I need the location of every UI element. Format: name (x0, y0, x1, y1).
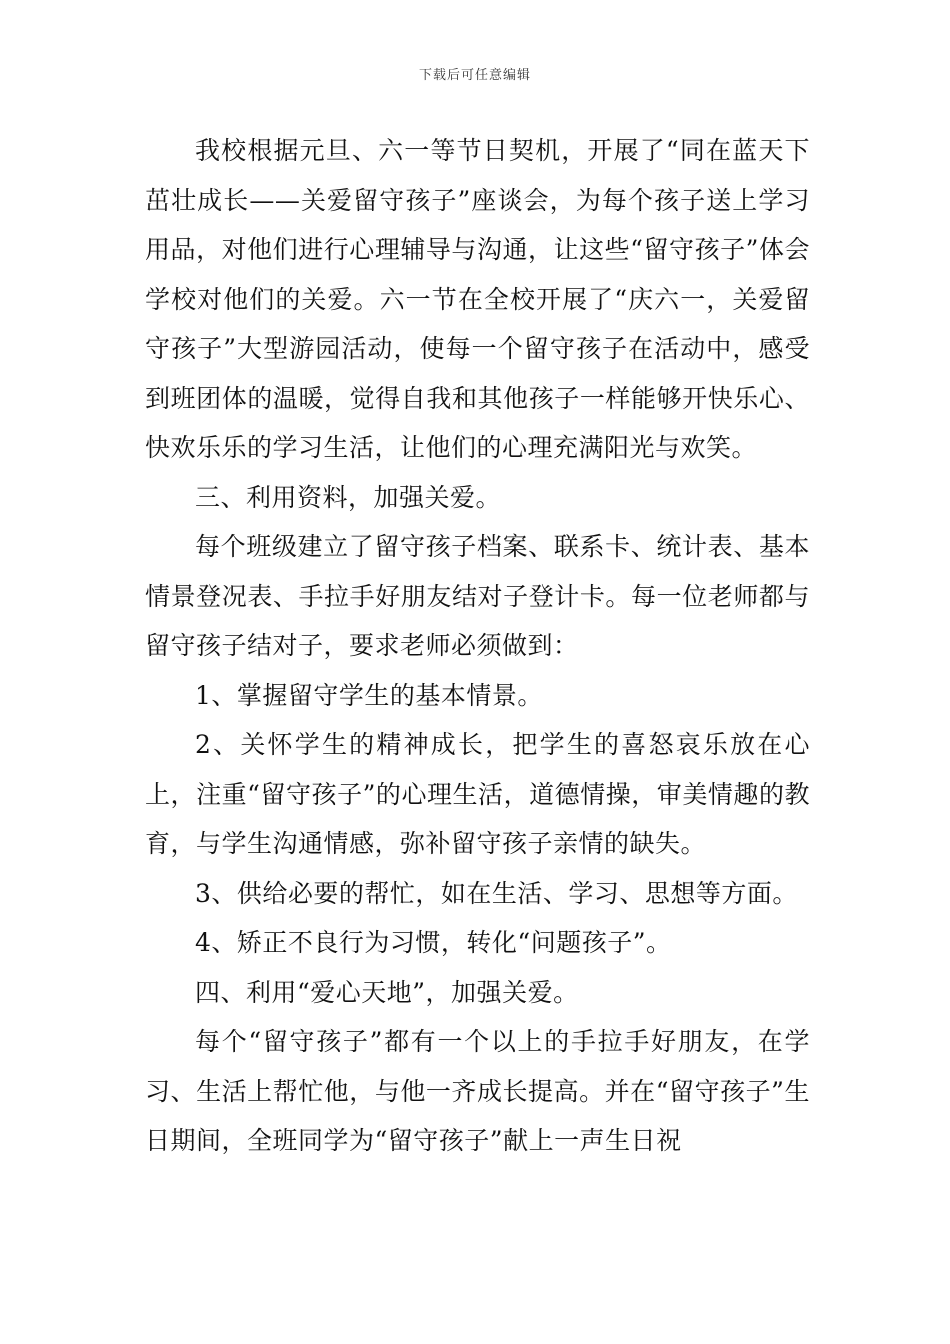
paragraph-class-records: 每个班级建立了留守孩子档案、联系卡、统计表、基本情景登况表、手拉手好朋友结对子登计卡。每一位老师都与留守孩子结对子，要求老师必须做到： (145, 532, 810, 660)
paragraph-friends: 每个“留守孩子”都有一个以上的手拉手好朋友，在学习、生活上帮忙他，与他一齐成长提高。并在“留守孩子”生日期间，全班同学为“留守孩子”献上一声生日祝 (145, 1027, 810, 1155)
page-header: 下载后可任意编辑 (418, 68, 531, 83)
section-heading-3: 三、利用资料，加强关爱。 (195, 482, 502, 512)
list-item-3: 3、供给必要的帮忙，如在生活、学习、思想等方面。 (195, 878, 798, 908)
list-item-4: 4、矫正不良行为习惯，转化“问题孩子”。 (195, 928, 672, 957)
list-item-2: 2、关怀学生的精神成长，把学生的喜怒哀乐放在心上，注重“留守孩子”的心理生活，道德情操，审美情趣的教育，与学生沟通情感，弥补留守孩子亲情的缺失。 (145, 730, 810, 858)
list-item-1: 1、掌握留守学生的基本情景。 (195, 680, 543, 710)
paragraph-holiday-activities: 我校根据元旦、六一等节日契机，开展了“同在蓝天下茁壮成长——关爱留守孩子”座谈会，为每个孩子送上学习用品，对他们进行心理辅导与沟通，让这些“留守孩子”体会学校对他们的关爱。六一节在全校开展了“庆六一，关爱留守孩子”大型游园活动，使每一个留守孩子在活动中，感受到班团体的温暖，觉得自我和其他孩子一样能够开快乐心、快欢乐乐的学习生活，让他们的心理充满阳光与欢笑。 (145, 136, 810, 462)
document-body (145, 126, 810, 1166)
section-heading-4: 四、利用“爱心天地”，加强关爱。 (195, 977, 579, 1007)
